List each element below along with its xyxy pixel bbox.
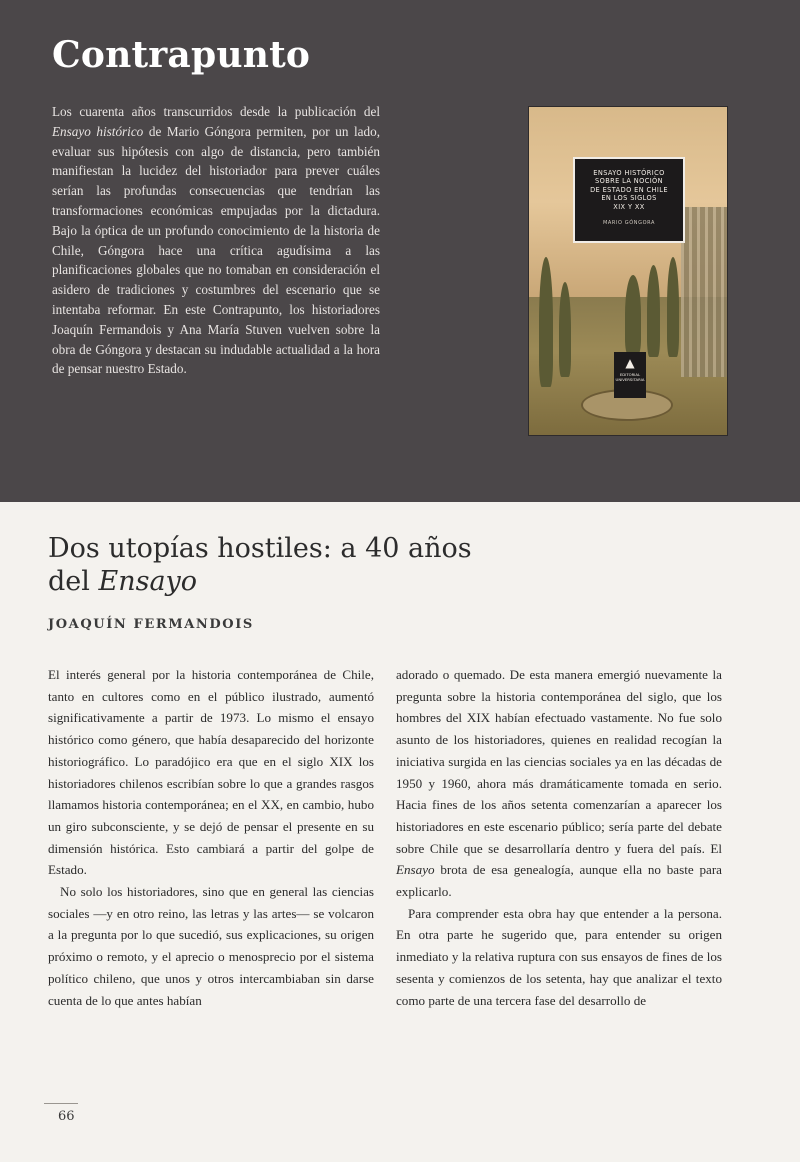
cover-building <box>681 207 727 377</box>
cover-publisher-line: UNIVERSITARIA <box>615 377 645 382</box>
article-author: JOAQUÍN FERMANDOIS <box>48 617 254 632</box>
cover-tree <box>625 275 641 355</box>
section-title: Contrapunto <box>52 34 311 76</box>
paragraph: No solo los historiadores, sino que en general las ciencias sociales —y en otro reino, las letras y las artes— se volcaron a la pregunta por lo que sucedió, sus explicaciones, su origen próximo o remoto, y el aprecio o menosprecio por el sistema político chileno, que unos y otros intercambiaban sin darse cuenta de lo que antes habían <box>48 884 374 1008</box>
cover-title-line: DE ESTADO EN CHILE <box>590 185 668 194</box>
cover-tree <box>647 265 660 357</box>
cover-title-line: ENSAYO HISTÓRICO <box>593 169 665 177</box>
cover-publisher-line: EDITORIAL <box>619 372 641 377</box>
publisher-mark-icon: ▲ <box>625 356 635 370</box>
cover-tree <box>539 257 553 387</box>
folio-rule <box>44 1103 78 1104</box>
paragraph: Para comprender esta obra hay que entender a la persona. En otra parte he sugerido que, para entender su origen inmediato y la relativa ruptura con sus ensayos de fines de los sesenta y comienzos de los setenta, hay que analizar el texto como parte de una tercera fase del desarrollo de <box>396 905 722 1008</box>
article-title-line2-plain: del <box>48 566 99 597</box>
cover-tree <box>667 257 679 357</box>
section-header-band <box>0 0 800 502</box>
section-intro <box>52 102 380 379</box>
page-number: 66 <box>58 1109 75 1124</box>
cover-title-line: XIX Y XX <box>613 202 645 211</box>
cover-publisher-logo <box>614 352 646 398</box>
article-column-left <box>48 664 374 1011</box>
intro-text-italic: Ensayo histórico <box>52 123 144 139</box>
intro-text-start: Los cuarenta años transcurridos desde la publicación del <box>52 104 380 119</box>
cover-title-line: SOBRE LA NOCIÓN <box>595 177 663 186</box>
intro-text-end: de Mario Góngora permiten, por un lado, evaluar sus hipótesis con algo de distancia, pero también manifiestan la lucidez del historiador para prever cuáles serían las profundas consecuencias que tendrían las transformaciones económicas empujadas por la dictadura. Bajo la óptica de un profundo conocimiento de la historia de Chile, Góngora hace una crítica agudísima a las planificaciones globales que no tomaban en consideración el asidero de tradiciones y costumbres del escenario que se intentaba reformar. En este Contrapunto, los historiadores Joaquín Fermandois y Ana María Stuven vuelven sobre la obra de Góngora y destacan su indudable actualidad a la hora de pensar nuestro Estado. <box>52 123 380 377</box>
paragraph: El interés general por la historia contemporánea de Chile, tanto en cultores como en el público ilustrado, aumentó significativamente a partir de 1973. Lo mismo el ensayo histórico como género, que había desaparecido del horizonte historiográfico. Lo paradójico era que en el siglo XIX los historiadores chilenos escribían sobre lo que a grandes rasgos llamamos historia contemporánea; en el XX, en cambio, hubo un giro subconsciente, y se dejó de pensar el presente en su dimensión histórica. Esto cambiará a partir del golpe de Estado. <box>48 667 374 878</box>
paragraph-text-start: adorado o quemado. De esta manera emergió nuevamente la pregunta sobre la historia contemporánea del siglo, que los hombres del XIX habían efectuado vastamente. No fue solo asunto de los historiadores, quienes en realidad recogían la iniciativa surgida en las ciencias sociales ya en las décadas de 1950 y 1960, ahora más dramáticamente tomada en serio. Hacia fines de los años setenta comenzarían a aparecer los historiadores en este escenario público; sería parte del debate sobre Chile que se desarrollaría dentro y fuera del país. El <box>396 667 722 856</box>
article-title-line2-italic: Ensayo <box>98 566 198 597</box>
paragraph-text-italic: Ensayo <box>396 862 435 878</box>
cover-author: MARIO GÓNGORA <box>602 220 656 227</box>
article-column-right <box>396 664 722 1011</box>
article-title-line1: Dos utopías hostiles: a 40 años <box>48 533 472 564</box>
paragraph <box>396 664 722 903</box>
book-cover-image <box>529 107 727 435</box>
cover-title-line: EN LOS SIGLOS <box>601 194 657 203</box>
paragraph-text-end: brota de esa genealogía, aunque ella no baste para explicarlo. <box>396 862 722 900</box>
cover-title-box <box>573 157 685 243</box>
article-title <box>48 532 472 598</box>
cover-tree <box>559 282 571 377</box>
